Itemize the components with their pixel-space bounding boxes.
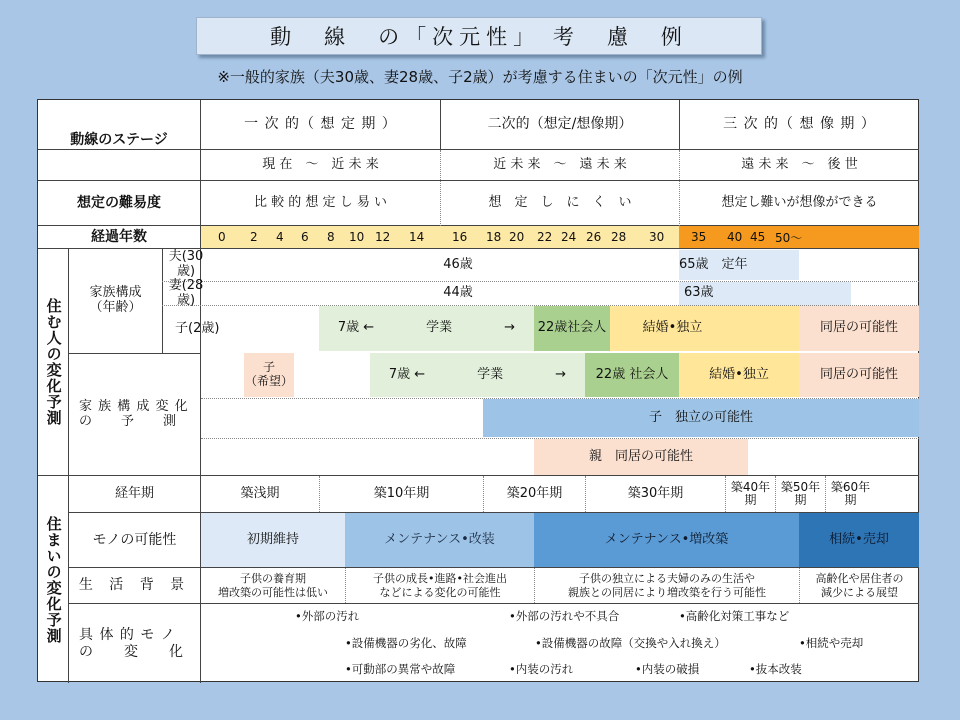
period-2: 近 未 来 ～ 遠 未 来 bbox=[493, 156, 627, 172]
period-3: 遠 未 来 ～ 後 世 bbox=[741, 156, 858, 172]
year-tick: 12 bbox=[375, 230, 391, 244]
change-item: •内装の汚れ bbox=[509, 662, 574, 676]
stage-primary: 一 次 的（ 想 定 期 ） bbox=[244, 116, 397, 133]
new-child-cohabit: 同居の可能性 bbox=[819, 366, 898, 382]
stage-tertiary: 三 次 的（ 想 像 期 ） bbox=[723, 116, 876, 133]
year-tick: 50〜 bbox=[775, 230, 803, 245]
age-2: 築10年期 bbox=[373, 485, 430, 501]
housing-section-text: 住まいの変化予測 bbox=[44, 515, 63, 644]
possibility-4: 相続•売却 bbox=[829, 531, 889, 547]
year-tick: 45 bbox=[750, 230, 766, 244]
change-item: •可動部の異常や故障 bbox=[345, 662, 456, 676]
year-tick: 10 bbox=[349, 230, 365, 244]
child-work: 22歳社会人 bbox=[537, 320, 607, 336]
difficulty-3: 想定し難いが想像ができる bbox=[721, 194, 878, 210]
residents-section-text: 住む人の変化予測 bbox=[44, 298, 63, 426]
years-label: 経過年数 bbox=[91, 228, 147, 245]
year-tick: 2 bbox=[250, 230, 258, 244]
wife-end: 63歳 bbox=[684, 285, 714, 301]
husband-age: 46歳 bbox=[443, 256, 473, 272]
background-2: 子供の成長•進路•社会進出 などによる変化の可能性 bbox=[373, 572, 507, 599]
year-tick: 24 bbox=[561, 230, 577, 244]
changes-list bbox=[201, 604, 919, 683]
child-label: 子(2歳) bbox=[175, 321, 220, 337]
change-item: •外部の汚れや不具合 bbox=[509, 609, 620, 623]
year-tick: 16 bbox=[452, 230, 468, 244]
age-3: 築20年期 bbox=[506, 485, 563, 501]
family-label: 家族構成 （年齢） bbox=[89, 285, 142, 315]
background-3: 子供の独立による夫婦のみの生活や 親族との同居により増改築を行う可能性 bbox=[568, 572, 766, 599]
changes-label: 具 体 的 モ ノ の 変 化 bbox=[79, 627, 184, 660]
year-tick: 6 bbox=[301, 230, 309, 244]
husband-label: 夫(30歳) bbox=[168, 249, 204, 279]
new-child-work: 22歳 社会人 bbox=[595, 366, 669, 382]
child-marry: 結婚•独立 bbox=[642, 320, 703, 336]
year-tick: 26 bbox=[586, 230, 602, 244]
page-subtitle: ※一般的家族（夫30歳、妻28歳、子2歳）が考慮する住まいの「次元性」の例 bbox=[217, 68, 743, 86]
difficulty-label: 想定の難易度 bbox=[77, 194, 161, 211]
year-tick: 18 bbox=[486, 230, 502, 244]
change-item: •高齢化対策工事など bbox=[679, 609, 790, 623]
age-6: 築50年 期 bbox=[780, 479, 821, 507]
year-tick: 8 bbox=[327, 230, 335, 244]
change-item: •抜本改装 bbox=[749, 662, 802, 676]
background-label: 生 活 背 景 bbox=[78, 577, 191, 594]
age-7: 築60年 期 bbox=[830, 479, 871, 507]
change-item: •設備機器の故障（交換や入れ換え） bbox=[535, 636, 726, 650]
age-5: 築40年 期 bbox=[730, 479, 771, 507]
page-title-text: 動 線 の「次元性」 考 慮 例 bbox=[270, 25, 688, 49]
possibility-2: メンテナンス•改装 bbox=[384, 531, 495, 547]
page-title bbox=[196, 17, 762, 55]
years-row bbox=[201, 226, 919, 248]
age-1: 築浅期 bbox=[240, 485, 280, 501]
parent-cohabit: 親 同居の可能性 bbox=[588, 448, 693, 464]
new-child: 子 （希望） bbox=[244, 360, 293, 388]
new-child-marry: 結婚•独立 bbox=[709, 366, 769, 382]
possibility-1: 初期維持 bbox=[246, 531, 299, 547]
age-label: 経年期 bbox=[114, 485, 154, 501]
period-1: 現 在 ～ 近 未 来 bbox=[262, 156, 379, 172]
year-tick: 28 bbox=[611, 230, 627, 244]
age-4: 築30年期 bbox=[627, 485, 684, 501]
housing-section-label bbox=[38, 476, 68, 683]
possibility-3: メンテナンス•増改築 bbox=[604, 531, 729, 547]
change-item: •設備機器の劣化、故障 bbox=[345, 636, 467, 650]
family-change-label: 家 族 構 成 変 化 の 予 測 bbox=[79, 398, 189, 429]
year-tick: 20 bbox=[509, 230, 525, 244]
difficulty-2: 想 定 し に く い bbox=[488, 194, 632, 210]
dimension-table bbox=[37, 99, 919, 682]
background-4: 高齢化や居住者の 減少による展望 bbox=[815, 572, 904, 599]
year-tick: 4 bbox=[276, 230, 284, 244]
year-tick: 30 bbox=[649, 230, 665, 244]
possibility-label: モノの可能性 bbox=[92, 531, 177, 548]
wife-age: 44歳 bbox=[443, 285, 473, 301]
child-cohabit: 同居の可能性 bbox=[819, 320, 898, 336]
child-study: 7歳 ← 学業 → bbox=[337, 320, 516, 336]
difficulty-1: 比 較 的 想 定 し 易 い bbox=[254, 194, 387, 210]
husband-retire: 65歳 定年 bbox=[679, 256, 748, 272]
residents-section-label bbox=[38, 249, 68, 475]
background-1: 子供の養育期 増改築の可能性は低い bbox=[218, 572, 328, 599]
year-tick: 40 bbox=[727, 230, 743, 244]
year-tick: 14 bbox=[409, 230, 425, 244]
stage-label: 動線のステージ bbox=[70, 131, 168, 148]
change-item: •外部の汚れ bbox=[295, 609, 360, 623]
stage-secondary: 二次的（想定/想像期） bbox=[487, 116, 633, 133]
year-tick: 0 bbox=[218, 230, 226, 244]
year-tick: 22 bbox=[537, 230, 553, 244]
new-child-study: 7歳 ← 学業 → bbox=[388, 366, 567, 382]
child-independent: 子 独立の可能性 bbox=[648, 409, 753, 425]
year-tick: 35 bbox=[691, 230, 707, 244]
wife-label: 妻(28歳) bbox=[168, 277, 204, 308]
change-item: •相続や売却 bbox=[799, 636, 864, 650]
change-item: •内装の破損 bbox=[635, 662, 700, 676]
